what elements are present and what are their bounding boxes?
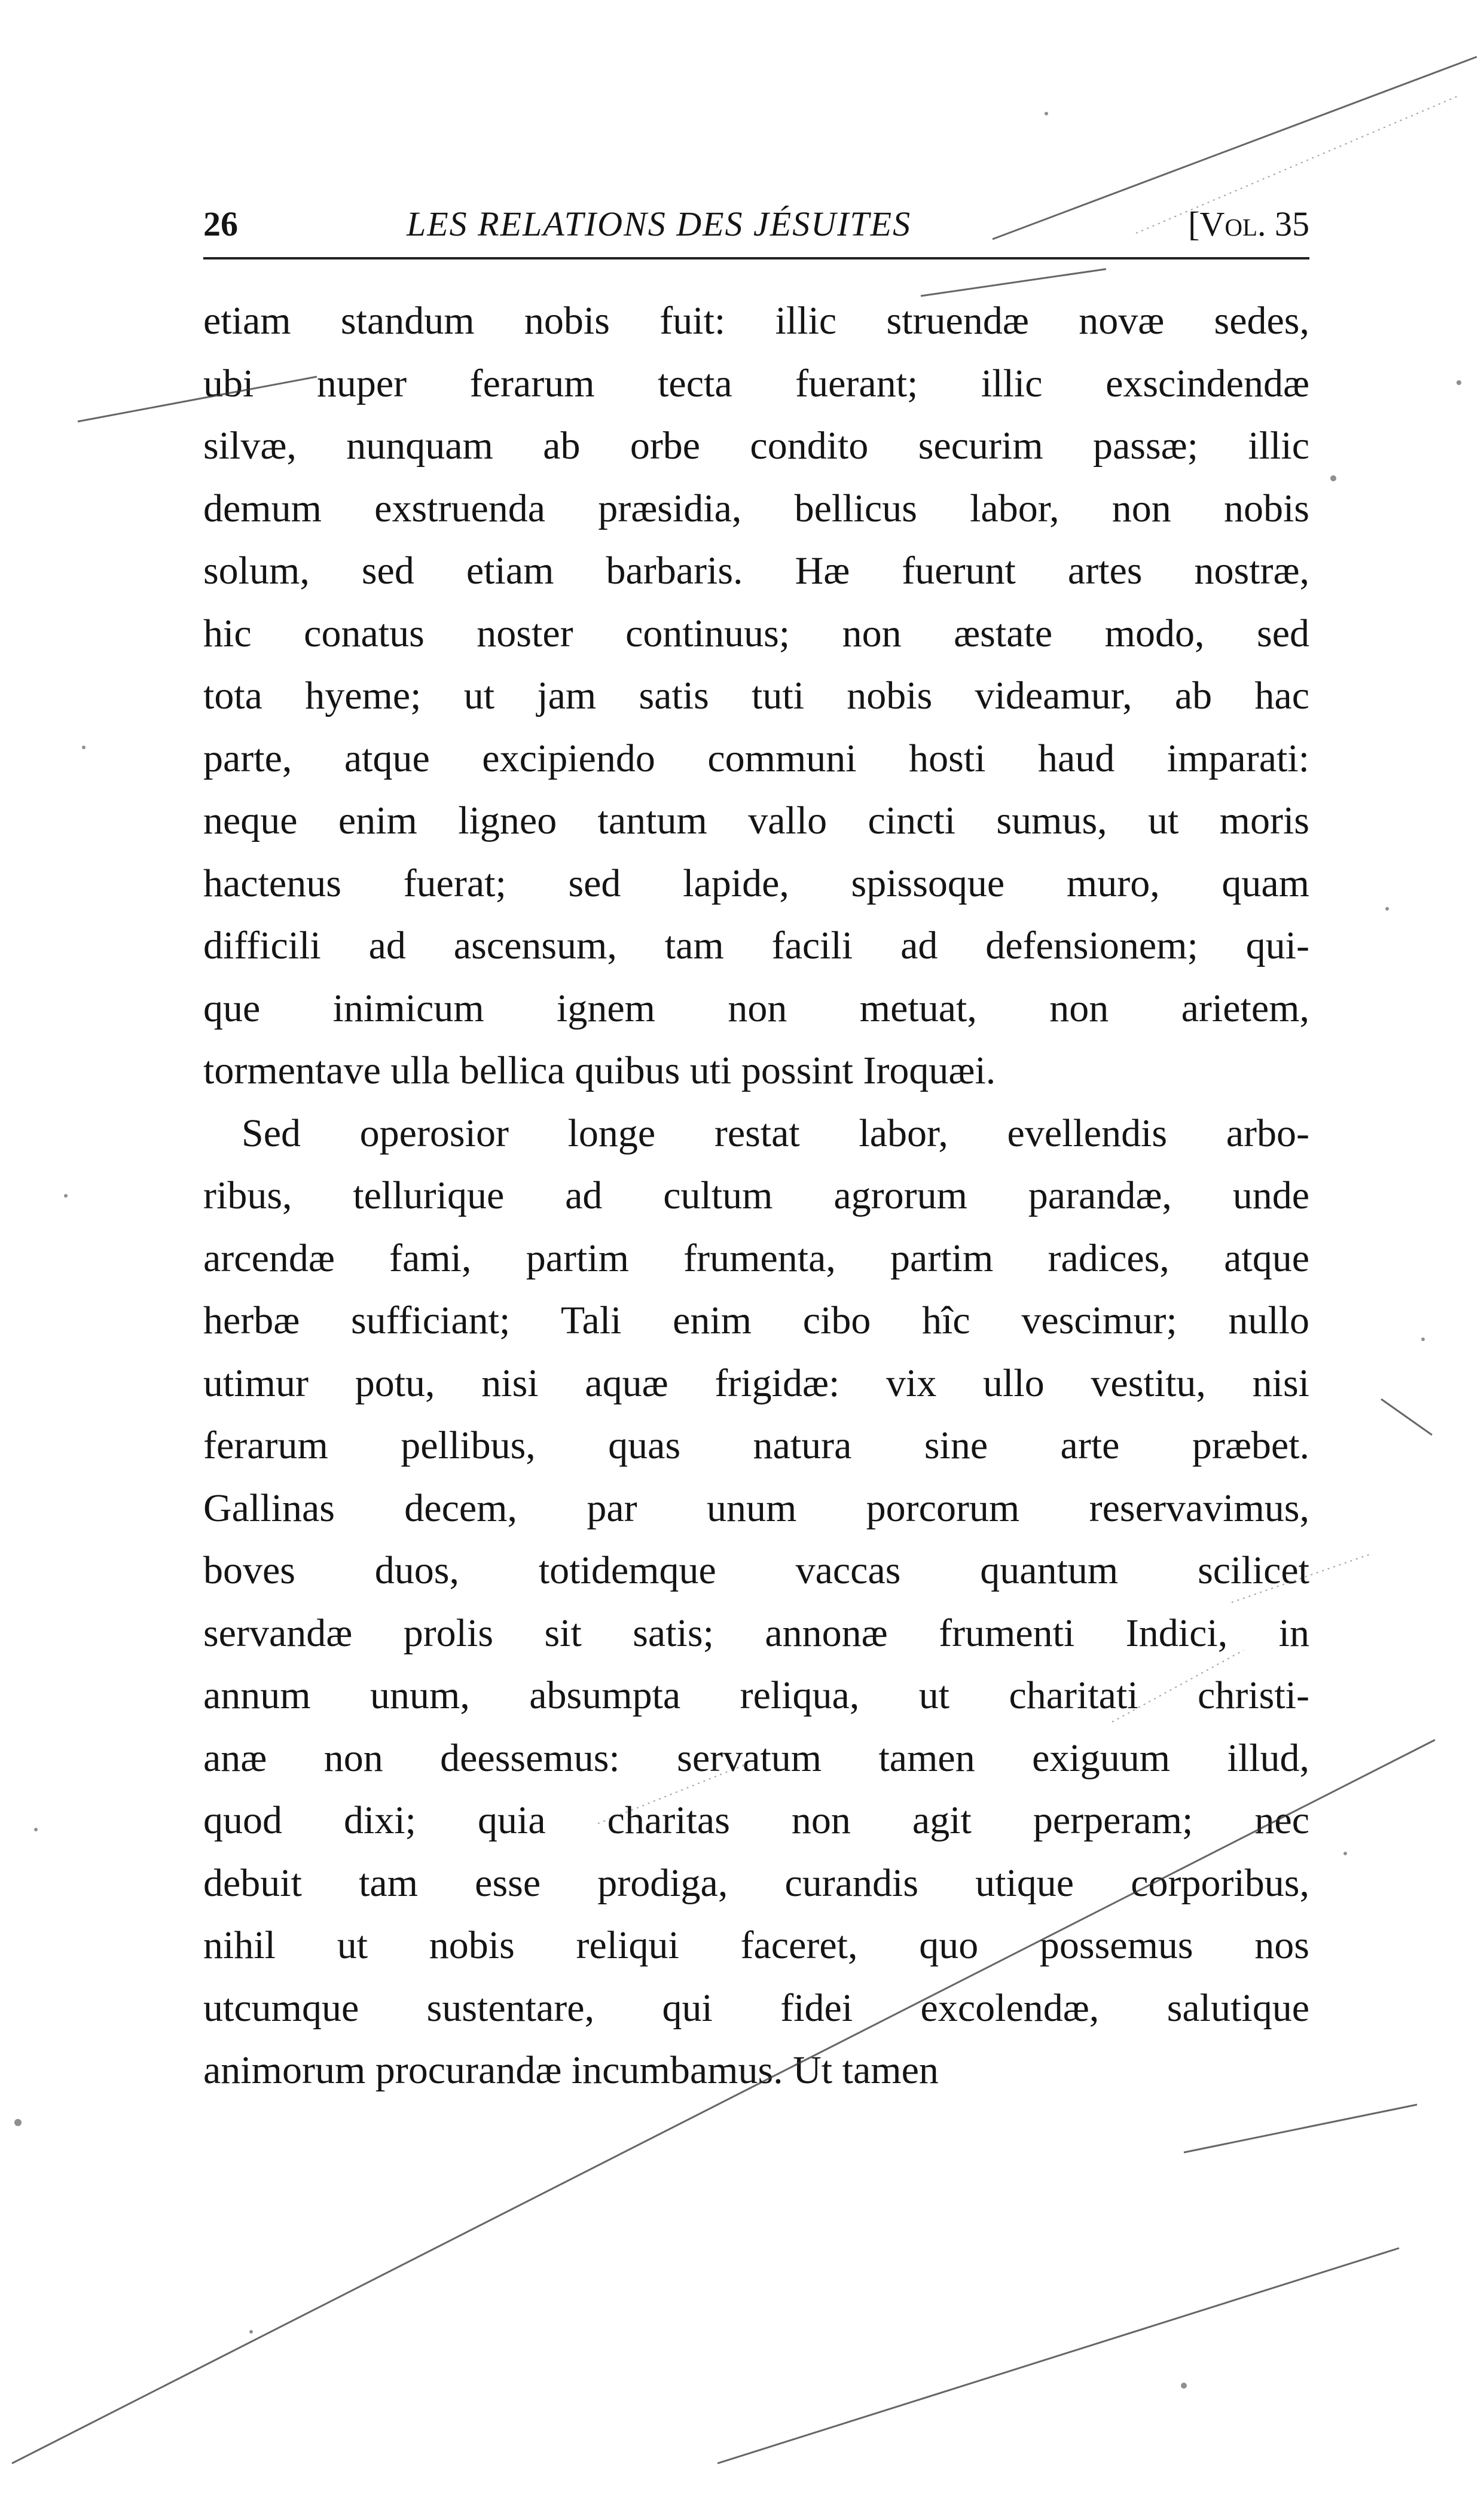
text-line: servandæ prolis sit satis; annonæ frumenti Indici, in: [203, 1611, 1309, 1655]
scan-speck: [82, 746, 86, 749]
scan-streak: [1184, 2105, 1417, 2152]
text-line: Sed operosior longe restat labor, evellendis arbo-: [242, 1111, 1309, 1155]
text-line: tota hyeme; ut jam satis tuti nobis videamur, ab hac: [203, 674, 1309, 717]
scan-streak: [717, 2248, 1399, 2463]
text-line: demum exstruenda præsidia, bellicus labor, non nobis: [203, 486, 1309, 530]
scan-speck: [1343, 1852, 1347, 1855]
scan-speck: [1045, 112, 1048, 115]
scan-speck: [14, 2119, 22, 2126]
text-line: solum, sed etiam barbaris. Hæ fuerunt artes nostræ,: [203, 549, 1309, 593]
body-text: [203, 290, 1309, 2102]
scan-speck: [1181, 2383, 1187, 2389]
running-title: LES RELATIONS DES JÉSUITES: [407, 204, 912, 243]
text-line: hactenus fuerat; sed lapide, spissoque muro, quam: [203, 861, 1309, 905]
page-number: 26: [203, 204, 238, 243]
scan-speck: [1385, 907, 1389, 911]
scan-speck: [64, 1194, 68, 1198]
scan-speck: [34, 1828, 38, 1831]
text-line: parte, atque excipiendo communi hosti haud imparati:: [203, 736, 1309, 780]
text-line: silvæ, nunquam ab orbe condito securim passæ; illic: [203, 424, 1309, 468]
text-line: annum unum, absumpta reliqua, ut charitati christi-: [203, 1674, 1309, 1717]
scan-speck: [1456, 380, 1461, 385]
text-line: quod dixi; quia charitas non agit perperam; nec: [203, 1798, 1309, 1842]
text-line: boves duos, totidemque vaccas quantum scilicet: [203, 1549, 1309, 1592]
text-line: difficili ad ascensum, tam facili ad defensionem; qui-: [203, 924, 1309, 967]
text-line: ferarum pellibus, quas natura sine arte præbet.: [203, 1424, 1309, 1467]
text-line: Gallinas decem, par unum porcorum reservavimus,: [203, 1486, 1309, 1530]
scan-streak: [1381, 1399, 1432, 1435]
text-line: neque enim ligneo tantum vallo cincti sumus, ut moris: [203, 799, 1309, 842]
scan-speck: [1421, 1337, 1425, 1341]
text-line: utimur potu, nisi aquæ frigidæ: vix ullo vestitu, nisi: [203, 1361, 1309, 1405]
running-head: [203, 203, 1309, 245]
text-line: hic conatus noster continuus; non æstate modo, sed: [203, 611, 1309, 655]
text-line: nihil ut nobis reliqui faceret, quo possemus nos: [203, 1923, 1309, 1967]
text-line: ubi nuper ferarum tecta fuerant; illic exscindendæ: [203, 361, 1309, 405]
volume-label: [Vol. 35: [1188, 204, 1309, 243]
text-line: arcendæ fami, partim frumenta, partim radices, atque: [203, 1236, 1309, 1280]
text-line: herbæ sufficiant; Tali enim cibo hîc vescimur; nullo: [203, 1299, 1309, 1342]
text-line: animorum procurandæ incumbamus. Ut tamen: [203, 2048, 939, 2092]
header-rule: [203, 257, 1309, 259]
text-line: utcumque sustentare, qui fidei excolendæ, salutique: [203, 1986, 1309, 2030]
text-line: etiam standum nobis fuit: illic struendæ novæ sedes,: [203, 299, 1309, 343]
text-line: ribus, tellurique ad cultum agrorum parandæ, unde: [203, 1174, 1309, 1217]
text-line: anæ non deessemus: servatum tamen exiguum illud,: [203, 1736, 1309, 1780]
scan-speck: [1330, 475, 1336, 481]
text-line: debuit tam esse prodiga, curandis utique corporibus,: [203, 1861, 1309, 1905]
scan-speck: [249, 2330, 253, 2334]
text-line: tormentave ulla bellica quibus uti possint Iroquæi.: [203, 1049, 996, 1092]
text-line: que inimicum ignem non metuat, non arietem,: [203, 986, 1309, 1030]
